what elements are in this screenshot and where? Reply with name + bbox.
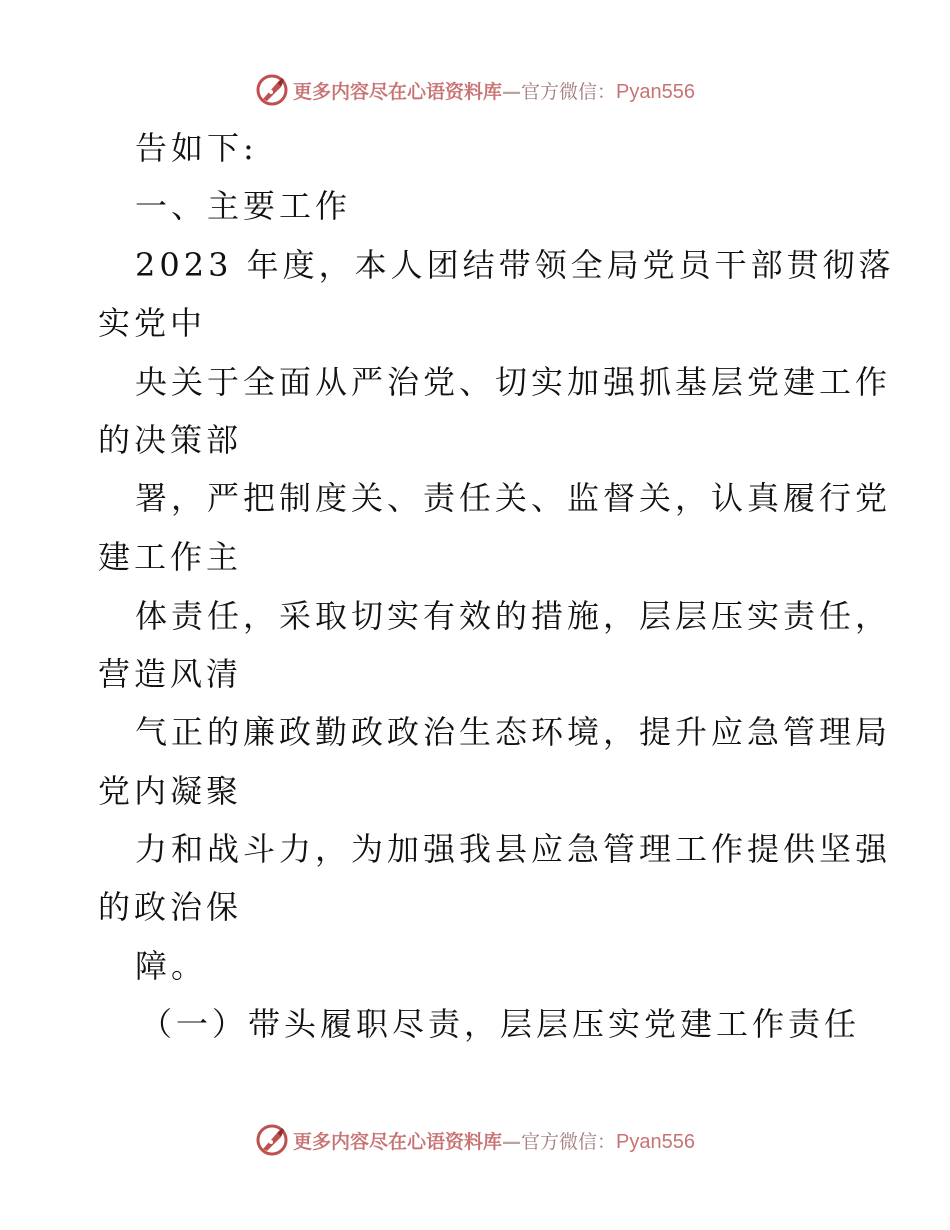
body-line: 党内凝聚 — [98, 772, 243, 810]
body-line: 署，严把制度关、责任关、监督关，认真履行党 — [135, 479, 892, 517]
watermark-dash: — — [502, 1130, 522, 1153]
watermark-text — [293, 1127, 695, 1154]
pen-nib-logo-icon — [255, 1123, 289, 1157]
watermark-wechat-label: 官方微信： — [521, 80, 617, 103]
body-line: 央关于全面从严治党、切实加强抓基层党建工作 — [135, 363, 892, 401]
body-line: 2023 年度，本人团结带领全局党员干部贯彻落 — [135, 246, 895, 284]
body-line: 体责任，采取切实有效的措施，层层压实责任， — [135, 597, 892, 635]
body-line: 气正的廉政勤政政治生态环境，提升应急管理局 — [135, 713, 892, 751]
body-line: 障。 — [135, 947, 208, 985]
body-line: 的决策部 — [98, 421, 243, 459]
footer-watermark — [0, 1120, 950, 1160]
section-heading: 一、主要工作 — [135, 187, 352, 225]
watermark-text — [293, 77, 695, 104]
body-line: 告如下: — [135, 129, 258, 167]
body-line: 的政治保 — [98, 888, 243, 926]
subsection-heading: （一）带头履职尽责，层层压实党建工作责任 — [140, 1005, 861, 1043]
body-line: 实党中 — [98, 304, 207, 342]
watermark-wechat-label: 官方微信： — [521, 1130, 617, 1153]
watermark-dash: — — [502, 80, 522, 103]
body-line: 建工作主 — [98, 538, 243, 576]
watermark-site: 更多内容尽在心语资料库 — [293, 80, 503, 103]
watermark-site: 更多内容尽在心语资料库 — [293, 1130, 503, 1153]
body-line: 力和战斗力，为加强我县应急管理工作提供坚强 — [135, 830, 892, 868]
watermark-account: Pyan556 — [616, 80, 695, 103]
header-watermark — [0, 70, 950, 110]
body-line: 营造风清 — [98, 655, 243, 693]
watermark-account: Pyan556 — [616, 1130, 695, 1153]
pen-nib-logo-icon — [255, 73, 289, 107]
